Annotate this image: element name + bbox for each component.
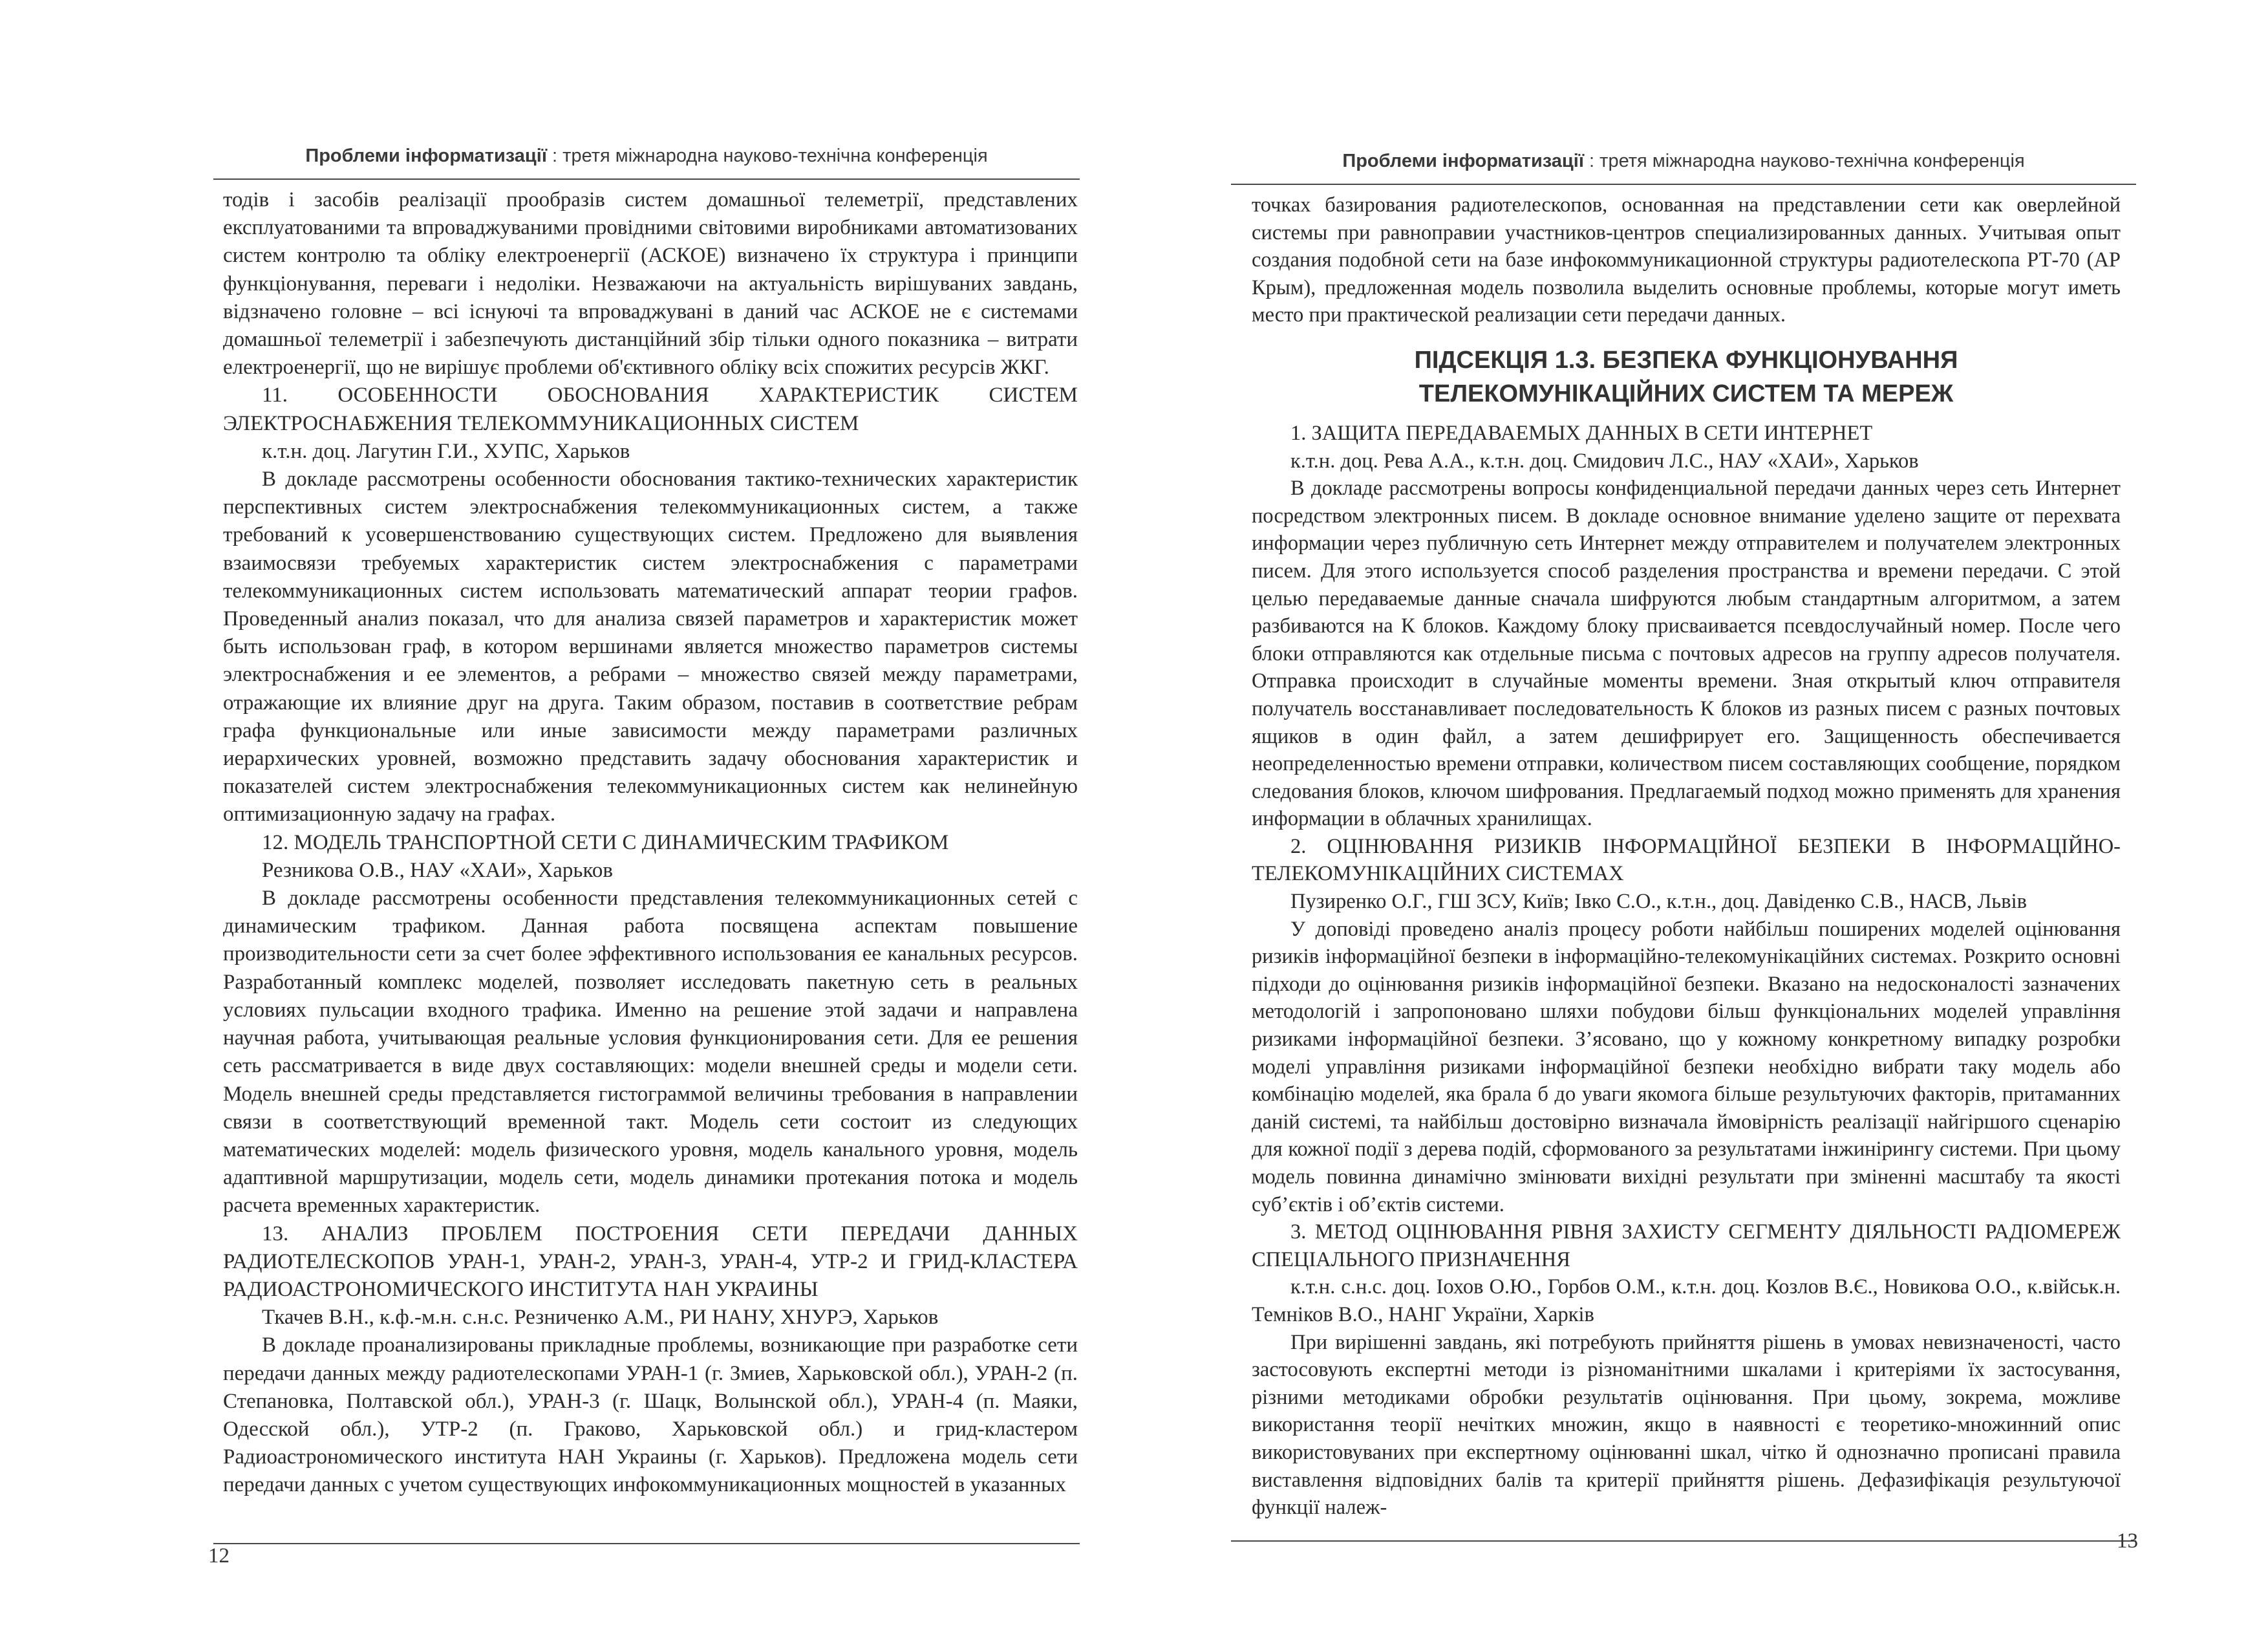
article-authors: Ткачев В.Н., к.ф.-м.н. с.н.с. Резниченко А.М., РИ НАНУ, ХНУРЭ, Харьков [262,1306,939,1330]
running-header [213,146,1080,175]
article-authors: Резникова О.В., НАУ «ХАИ», Харьков [262,858,613,882]
article-title: 2. ОЦІНЮВАННЯ РИЗИКІВ ІНФОРМАЦІЙНОЇ БЕЗПЕКИ В ІНФОРМАЦІЙНО-ТЕЛЕКОМУНІКАЦІЙНИХ СИСТЕМАХ [1252,834,2121,886]
header-rest: : третя міжнародна науково-технічна конференція [546,146,988,166]
page-number: 12 [208,1544,230,1568]
article-authors: к.т.н. доц. Лагутин Г.И., ХУПС, Харьков [262,439,630,463]
footer-rule [213,1543,1080,1544]
article-title: 12. МОДЕЛЬ ТРАНСПОРТНОЙ СЕТИ С ДИНАМИЧЕСКИМ ТРАФИКОМ [262,830,949,854]
article-body: В докладе рассмотрены особенности представления телекоммуникационных сетей с динамическим трафиком. Данная работа посвящена аспектам повышение производительности сети за счет более эффективного использования ее канальных ресурсов. Разработанный комплекс моделей, позволяет исследовать пакетную сеть в реальных условиях пульсации входного трафика. Именно на решение этой задачи и направлена научная работа, учитывающая реальные условия функционирования сети. Для ее решения сеть рассматривается в виде двух составляющих: модели внешней среды и модели сети. Модель внешней среды представляется гистограммой величины требования в направлении связи в соответствующий временной такт. Модель сети состоит из следующих математических моделей: модель физического уровня, модель канального уровня, модель адаптивной маршрутизации, модель сети, модель динамики протекания потока и модель расчета временных характеристик. [223,887,1078,1218]
article-title: 11. ОСОБЕННОСТИ ОБОСНОВАНИЯ ХАРАКТЕРИСТИК СИСТЕМ ЭЛЕКТРОСНАБЖЕНИЯ ТЕЛЕКОММУНИКАЦИОННЫХ СИСТЕМ [223,383,1078,435]
header-bold: Проблеми інформатизації [1342,151,1584,171]
article-title: 3. МЕТОД ОЦІНЮВАННЯ РІВНЯ ЗАХИСТУ СЕГМЕНТУ ДІЯЛЬНОСТІ РАДІОМЕРЕЖ СПЕЦІАЛЬНОГО ПРИЗНАЧЕННЯ [1252,1220,2121,1271]
section-heading-line: ТЕЛЕКОМУНІКАЦІЙНИХ СИСТЕМ ТА МЕРЕЖ [1418,380,1954,407]
article-body: При вирішенні завдань, які потребують прийняття рішень в умовах невизначеності, часто застосовують експертні методи із різноманітними шкалами і критеріями їх застосування, різними методиками обробки результатів оцінювання. При цьому, зокрема, можливе використання теорії нечітких множин, якщо в наявності є теоретико-множинний опис використовуваних при експертному оцінюванні шкал, чітко й однозначно прописані правила виставлення відповідних балів та критерії прийняття рішень. Дефазифікація результуючої функції належ- [1252,1330,2121,1520]
intro-paragraph: точках базирования радиотелескопов, основанная на представлении сети как оверлейной системы при равноправии участников-центров специализированных данных. Учитывая опыт создания подобной сети на базе инфокоммуникационной структуры радиотелескопа РТ-70 (АР Крым), предложенная модель позволила выделить основные проблемы, которые могут иметь место при практической реализации сети передачи данных. [1252,193,2121,327]
article-authors: Пузиренко О.Г., ГШ ЗСУ, Київ; Івко С.О., к.т.н., доц. Давіденко С.В., НАСВ, Львів [1290,890,2027,914]
article-body: В докладе проанализированы прикладные проблемы, возникающие при разработке сети передачи данных между радиотелескопами УРАН-1 (г. Змиев, Харьковской обл.), УРАН-2 (п. Степановка, Полтавской обл.), УРАН-3 (г. Шацк, Волынской обл.), УРАН-4 (п. Маяки, Одесской обл.), УТР-2 (п. Граково, Харьковской обл.) и грид-кластером Радиоастрономического института НАН Украины (г. Харьков). Предложена модель сети передачи данных с учетом существующих инфокоммуникационных мощностей в указанных [223,1333,1078,1497]
header-rest: : третя міжнародна науково-технічна конференція [1583,151,2025,171]
article-body: У доповіді проведено аналіз процесу роботи найбільш поширених моделей оцінювання ризиків інформаційної безпеки в інформаційно-телекомунікаційних системах. Розкрито основні підходи до оцінювання ризиків інформаційної безпеки. Вказано на недосконалості зазначених методологій і запропоновано шляхи побудови більш функціональних моделей управління ризиками інформаційної безпеки. З’ясовано, що у кожному конкретному випадку розробки моделі управління ризиками інформаційної безпеки необхідно вибрати таку модель або комбінацію моделей, яка брала б до уваги якомога більше результуючих факторів, притаманних даній системі, та найбільш достовірно визначала ймовірність реалізації найгіршого сценарію для кожної події з дерева подій, сформованого за результатами інжинірингу системи. При цьому модель повинна динамічно змінювати вихідні результати при зміненні масштабу та якості суб’єктів і об’єктів системи. [1252,917,2121,1216]
right-content [1252,191,2121,1522]
article-title: 1. ЗАЩИТА ПЕРЕДАВАЕМЫХ ДАННЫХ В СЕТИ ИНТЕРНЕТ [1290,421,1873,445]
page-number: 13 [2117,1529,2138,1553]
header-bold: Проблеми інформатизації [305,146,547,166]
section-heading-line: ПІДСЕКЦІЯ 1.3. БЕЗПЕКА ФУНКЦІОНУВАННЯ [1414,346,1958,374]
header-rule [213,178,1080,180]
article-body: В докладе рассмотрены особенности обоснования тактико-технических характеристик перспективных систем электроснабжения телекоммуникационных систем, а также требований к усовершенствованию существующих систем. Предложено для выявления взаимосвязи требуемых характеристик систем электроснабжения с параметрами телекоммуникационных систем использовать математический аппарат теории графов. Проведенный анализ показал, что для анализа связей параметров и характеристик может быть использован граф, в котором вершинами является множество параметров системы электроснабжения и ее элементов, а ребрами – множество связей между параметрами, отражающие их влияние друг на друга. Таким образом, поставив в соответствие ребрам графа функциональные или иные зависимости между параметрами различных иерархических уровней, возможно представить задачу обоснования характеристик и показателей систем электроснабжения телекоммуникационных систем как нелинейную оптимизационную задачу на графах. [223,468,1078,826]
running-header [1231,151,2136,180]
article-body: В докладе рассмотрены вопросы конфиденциальной передачи данных через сеть Интернет посредством электронных писем. В докладе основное внимание уделено защите от перехвата информации через публичную сеть Интернет между отправителем и получателем электронных писем. Для этого используется способ разделения пространства и времени передачи. С этой целью передаваемые данные сначала шифруются любым стандартным алгоритмом, а затем разбиваются на К блоков. Каждому блоку присваивается псевдослучайный номер. После чего блоки отправляются как отдельные письма с почтовых адресов на группу адресов получателя. Отправка происходит в случайные моменты времени. Зная открытый ключ отправителя получатель восстанавливает последовательность К блоков из разных писем с разных почтовых ящиков в один файл, а затем дешифрирует его. Защищенность обеспечивается неопределенностью времени отправки, количеством писем составляющих сообщение, порядком следования блоков, ключом шифрования. Предлагаемый подход можно применять для хранения информации в облачных хранилищах. [1252,477,2121,831]
right-page [1134,0,2268,1649]
header-rule [1231,184,2136,185]
intro-paragraph: тодів і засобів реалізації прообразів систем домашньої телеметрії, представлених експлуатованими та впроваджуваними провідними світовими виробниками автоматизованих систем контролю та обліку електроенергії (АСКОЕ) визначено їх структура і принципи функціонування, переваги і недоліки. Незважаючи на актуальність вирішуваних завдань, відзначено головне – всі існуючі та впроваджувані в даний час АСКОЕ не є системами домашньої телеметрії і забезпечують дистанційний збір тільки одного показника – витрати електроенергії, що не вирішує проблеми об'єктивного обліку всіх спожитих ресурсів ЖКГ. [223,188,1078,380]
footer-rule [1231,1540,2136,1542]
article-authors: к.т.н. доц. Рева А.А., к.т.н. доц. Смидович Л.С., НАУ «ХАИ», Харьков [1290,449,1919,473]
section-heading [1252,343,2121,411]
article-title: 13. АНАЛИЗ ПРОБЛЕМ ПОСТРОЕНИЯ СЕТИ ПЕРЕДАЧИ ДАННЫХ РАДИОТЕЛЕСКОПОВ УРАН-1, УРАН-2, УРАН-3, УРАН-4, УТР-2 И ГРИД-КЛАСТЕРА РАДИОАСТРОНОМИЧЕСКОГО ИНСТИТУТА НАН УКРАИНЫ [223,1222,1078,1301]
article-authors: к.т.н. с.н.с. доц. Іохов О.Ю., Горбов О.М., к.т.н. доц. Козлов В.Є., Новикова О.О., к.військ.н. Темніков В.О., НАНГ України, Харків [1252,1275,2121,1326]
left-content [223,186,1078,1500]
